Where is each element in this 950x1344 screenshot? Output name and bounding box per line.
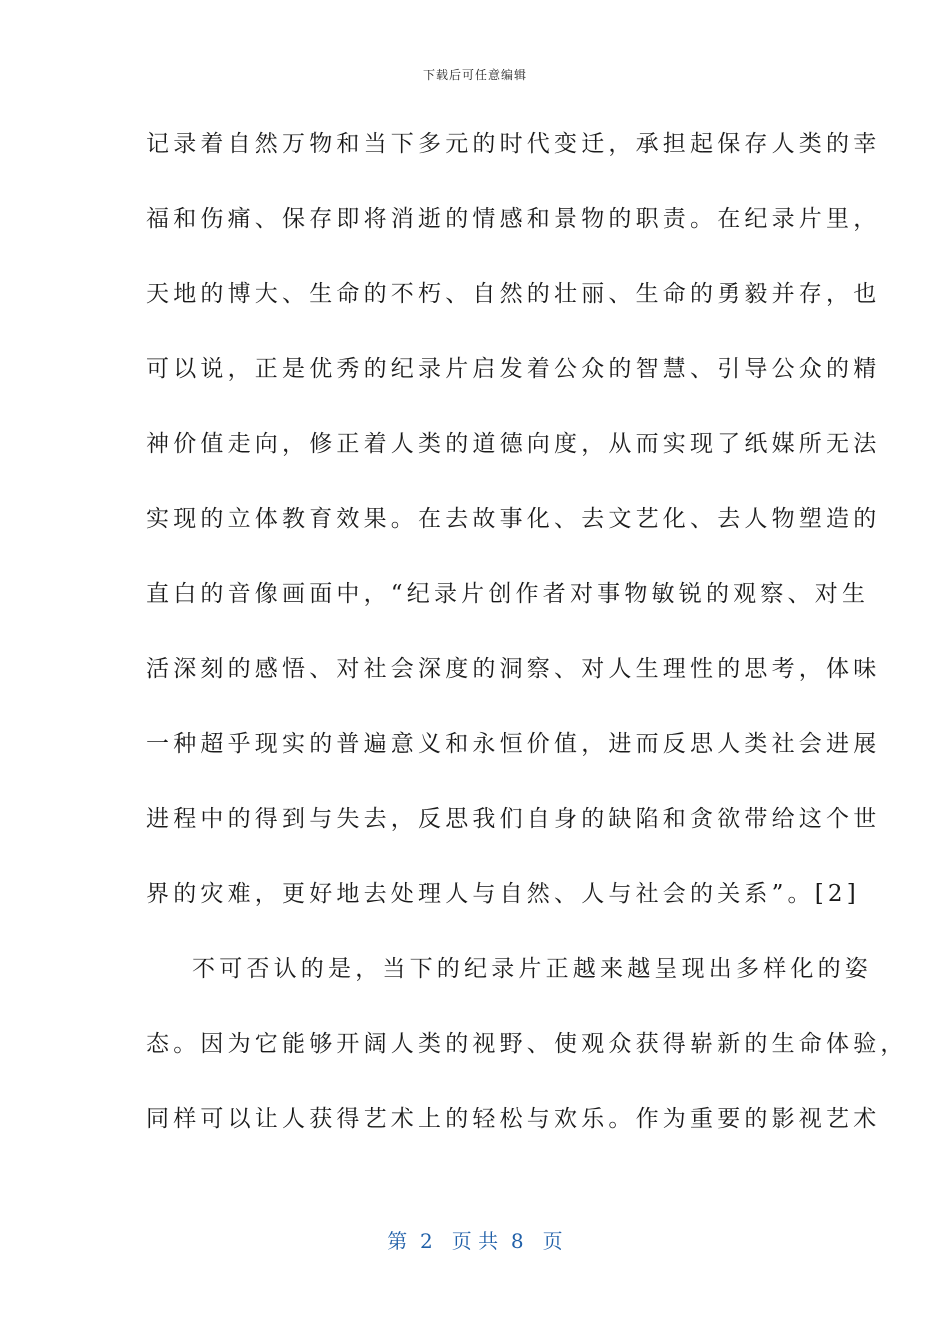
text-line: 态。因为它能够开阔人类的视野、使观众获得崭新的生命体验， xyxy=(146,1031,908,1057)
text-line: 活深刻的感悟、对社会深度的洞察、对人生理性的思考，体味 xyxy=(146,656,881,682)
text-line: 进程中的得到与失去，反思我们自身的缺陷和贪欲带给这个世 xyxy=(146,806,881,832)
page-header: 下载后可任意编辑 xyxy=(422,68,527,82)
page-number-footer: 第 2 页 共 8 页 xyxy=(387,1229,563,1253)
text-line: 直白的音像画面中，“纪录片创作者对事物敏锐的观察、对生 xyxy=(146,581,870,607)
paragraph-start-line: 不可否认的是，当下的纪录片正越来越呈现出多样化的姿 xyxy=(192,956,872,982)
body-text xyxy=(146,116,908,1166)
text-line: 一种超乎现实的普遍意义和永恒价值，进而反思人类社会进展 xyxy=(146,731,881,757)
text-line: 神价值走向，修正着人类的道德向度，从而实现了纸媒所无法 xyxy=(146,431,881,457)
text-line: 同样可以让人获得艺术上的轻松与欢乐。作为重要的影视艺术 xyxy=(146,1106,881,1132)
text-line: 天地的博大、生命的不朽、自然的壮丽、生命的勇毅并存，也 xyxy=(146,281,881,307)
text-line: 福和伤痛、保存即将消逝的情感和景物的职责。在纪录片里， xyxy=(146,206,881,232)
text-line: 实现的立体教育效果。在去故事化、去文艺化、去人物塑造的 xyxy=(146,506,881,532)
text-line: 可以说，正是优秀的纪录片启发着公众的智慧、引导公众的精 xyxy=(146,356,881,382)
text-line: 记录着自然万物和当下多元的时代变迁，承担起保存人类的幸 xyxy=(146,131,881,157)
text-line: 界的灾难，更好地去处理人与自然、人与社会的关系”。[2] xyxy=(146,881,860,907)
